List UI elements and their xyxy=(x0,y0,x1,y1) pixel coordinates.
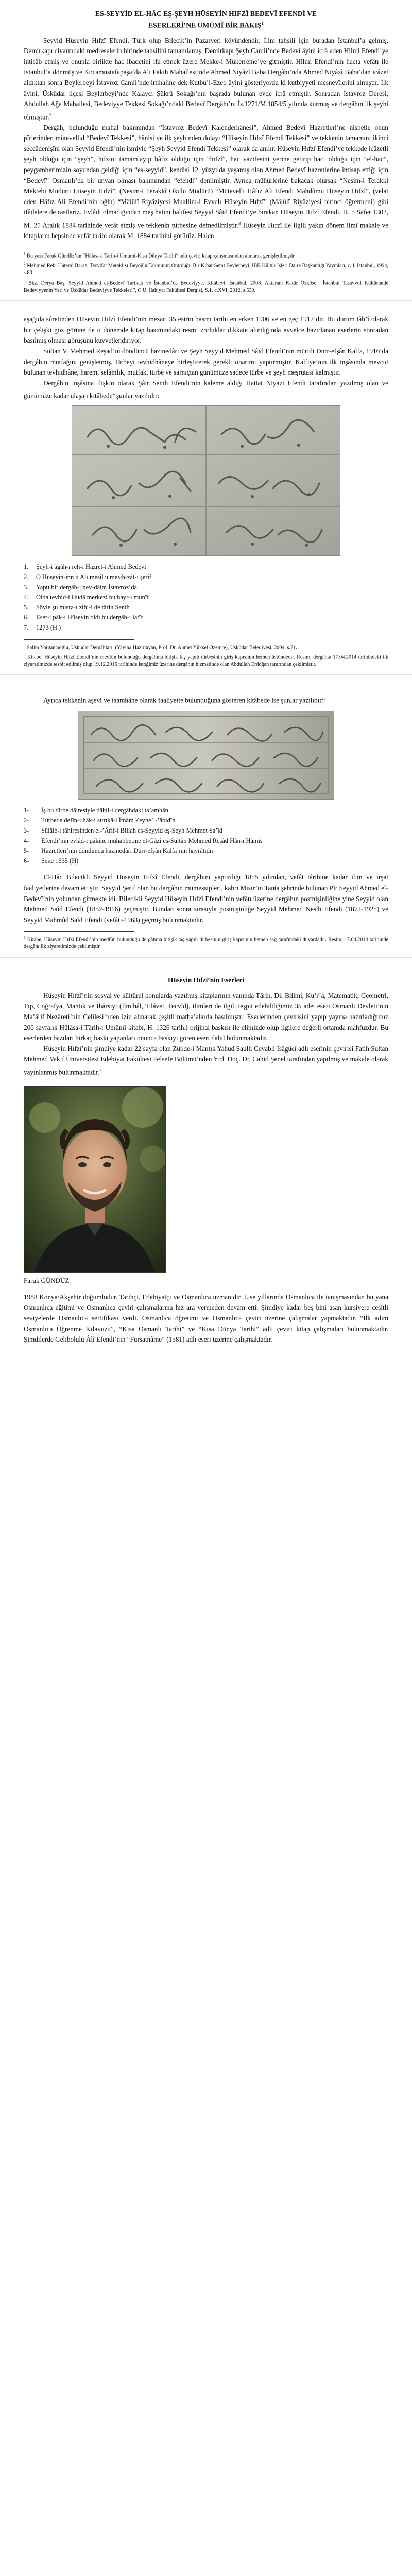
paragraph-zubde: Hüseyin Hıfzî’nin şimdiye kadar 22 sayfa olan Zübde-i Mantık Yahud Saulli Cevabli İsâgûcî adlı eserinin çevirisi Fatih Sultan Mehmed Vakıf Üniversitesi Edebiyat Fakültesi Felsefe Bölümü’nden Yrd. Doç. Dr. Cahid Şenel tarafından yapılmış ve makale olarak yayınlanmış bulunmaktadır.$^7$ xyxy=(24,1044,388,1076)
page-1 xyxy=(0,0,412,294)
page-2 xyxy=(0,314,412,668)
footnote: $^1$ Bu yazı Faruk Gündüz’ün “Hülasa-i Tarih-i Umumi-Kısa Dünya Tarihi” adlı çeviri kitap çalışmasından alınarak genişletilmiştir. xyxy=(24,251,296,259)
footnote: $^2$ Mehmed Rebi Hâtemi Baraz, Tezyifat Meraklısı Beyoğlu Takmınım Oturduğu Bir Kibar Semt Beylerbeyi, İBB Kültür İşleri Daire Başkanlığı Yayınları, c. I, İstanbul, 1994, s.80. xyxy=(24,262,388,276)
inscription-photo-1 xyxy=(72,405,340,556)
footnote: $^5$ Kitabe, Hüseyin Hıfzî Efendi’nin medfûn bulunduğu dergâhına bitişik faş yapılı türbesinin giriş kapısının hemen üstündedir. Resim, dergâhta 17.04.2014 tarihindeki ilk ziyaretimizde tesbit edilmiş olup 19.12.2016 tarihinde istoğimiz üzerine dergâhın hizmetinde olan Abdullah Erdoğan tarafından çekilmiştir. xyxy=(24,653,388,668)
page-3 xyxy=(0,693,412,951)
paragraph-postnisin: El-Hâc Bilecikli Seyyid Hüseyin Hıfzî Efendi, dergâhını yaptırdığı 1855 yılından, vefât târibine kadar ilim ve irşat faaliyetlerine devam ettiştir. Seyyid Şerif olan bu dergâhın mümessipleri, kabri Mısır’ın Tanta şehrinde bulunan Pîr Seyyid Ahmed el-Bedevî’nin yolundan gitmekte idi. Bilecikli Seyyid Hüseyin Hıfzî Efendi’nin vefâtı üzerine dergâhın postnişinliğine yine Seyyid olan Mehmed Saîd Efendi (1852-1916) geçmiştir. Bundan sonra sırasıyla postnişinliğe Seyyid Mehmed Nesîb Efendi (1872-1925) ve Seyyid Mahmûd Saîd Efendi (vefâtı-1963) geçmiş bulunmaktadır. xyxy=(24,873,388,924)
footnote: $^4$ Salim Yorgancıoğlu, Üsküdar Dergâhları, (Yayına Hazırlayan, Prof. Dr. Ahmet Yüksel Özemre), Üsküdar Belediyesi, 2004, s.71. xyxy=(24,643,297,650)
list-item: 4. Olda tevhid-i Hudâ merkezi bu hayr-ı münîf xyxy=(24,594,149,601)
list-item: 5- Hazretleri’nin döndüncü hazinedârı Dürr-efşân Kalfa’nın hayrâtıdır. xyxy=(24,847,215,855)
calligraphy-inscription-image xyxy=(72,406,340,555)
section-title: Hüseyin Hıfzî’nin Eserleri xyxy=(168,976,244,984)
list-item: 2. O Hüseyin-inn ü Ali mesîl ü mesih-zât-ı şerîf xyxy=(24,573,152,581)
paragraph-author-bio: 1988 Konya/Akşehir doğumludur. Tarihçi, Edebiyatçı ve Osmanlıca uzmanıdır. Lise yıllarında Osmanlıca ile tanışmasından bu yana Osmanlıca eğitimi ve Osmanlıca çeviri çalışmalarına hız ara vermeden devam etti. Şimdiye kadar beş bini aşan kursiyere çeşitli seviyelerde Osmanlıca sertifikası verdi. Osmanlıca öğretimi ve Osmanlıca çeviri üzerine çalışmalar yapmaktadır. “İlk adım Osmanlıca Öğrenme Kılavuzu”, “Kısa Osmanlı Tarihi” ve “Kısa Dünya Tarihi” adlı çeviri kitap çalışmaları bulunmaktadır. Şimdilerde Gelibolulu Âlî Efendi’nin “Fursatnâme” (1581) adlı eseri üzerine çalışmaktadır. xyxy=(24,1293,388,1344)
footnote-divider xyxy=(24,931,134,932)
title-line-1: ES-SEYYİD EL-HÂC EŞ-ŞEYH HÜSEYİN HIFZÎ BEDEVÎ EFENDİ VE xyxy=(95,10,317,18)
list-item: 3- Sülâle-i tâhiresinden el-’Ârif-i Billah es-Seyyid eş-Şeyh Mehmet Sa’îd xyxy=(24,827,223,835)
footnote: $^3$ Bkz. Derya Baş, Seyyid Ahmed el-Bedevî Tarikatı ve İstanbul’da Bedeviyye, Kitabevi, İstanbul, 2008. Aktaran: Kadir Özköse, “İstanbul Tasavvuf Kültüründe Bedeviyyenin Yeri ve Üsküdar Bedeviyye Tekkeleri”, C.Ü. İlahiyat Fakültesi Dergisi, S.1, c.XVI, 2012, s.530. xyxy=(24,279,389,293)
kitabe-2-lines xyxy=(24,806,388,867)
title-line-2: ESERLERİ’NE UMÛMÎ BİR BAKIŞ xyxy=(148,21,262,29)
paragraph-asevi: Ayrıca tekkenin aşevi ve taamhâne olarak faaliyette bulunduğuna gösteren kitâbede ise şunlar yazılıdır:$^6$ xyxy=(43,695,326,704)
list-item: 7. 1273 (H.) xyxy=(24,623,61,631)
footnote-ref[interactable]: 3 xyxy=(238,221,241,226)
portrait-caption: Faruk GÜNDÜZ xyxy=(24,1276,70,1284)
footnote-ref[interactable]: 2 xyxy=(49,112,52,117)
paragraph-kitabe-intro: Dergâhın inşâsına ilişkin olarak Şâir Senih Efendi’nin kaleme aldığı Hattat Niyazi Efendi tarafından yazılmış olan ve günümüze kadar ulaşan kitâbede$^4$ şunlar yazılıdır: xyxy=(24,379,388,400)
footnote: $^6$ Kitabe, Hüseyin Hıfzî Efendi’nin medfûn bulunduğu dergâhına bitişik taş yapılı türbesinin giriş kapısının hemen sağ tarafındaki duvardadır. Resim, 17.04.2014 tarihinde dergâhı ilk ziyaretimizde çekilmiştir. xyxy=(24,936,389,950)
calligraphy-inscription-image xyxy=(78,711,334,799)
list-item: 6- Sene 1335 (H) xyxy=(24,857,79,865)
article-title xyxy=(24,0,388,30)
footnote-divider xyxy=(24,639,134,640)
author-portrait xyxy=(24,1086,166,1273)
kitabe-1-lines xyxy=(24,562,388,633)
page-4 xyxy=(0,976,412,1345)
paragraph-intro: Seyyid Hüseyin Hıfzî Efendi, Türk olup Bilecik’in Pazaryeri köyündendir. İlim tahsili için buradan İstanbul’a gelmiş, Demirkapı civarındaki medreselerin birinde tahsilini tamamlamış, Demirkapı Şeyh Camii’nde Bedevî âyini icrâ eden Hilmi Efendi’ye intisâb etmiş ve onunla birlikte hac ibadetini ifa etmek üzere Mekke-i Mükerreme’ye gitmiştir. Hilmi Efendi’nin hacta vefâtı ile İstanbul’a dönmüş ve Kocamustafapaşa’da Ali Fakih Mahallesi’nde Ahmed Niyâzî Baba Dergâhı’nda Ahmed Niyâzî Baba’dan icâzet aldıktan sonra Beylerbeyi İstavroz Camii’nde irtihaline dek Kutbü’l-Ezeb âyini gösteriyordu ki kutbiyyeti mesnevîlerini almıştır. İlk âyini, Üsküdar ilçesi Beylerbeyi’nde Kalaycı Şükrü Sokağı’nın başında bulunan evde icrâ etmiştir. Sonradan İstavroz Deresi, Abdullah Ağa Mahallesi, Bedeviyye Tekkesi Sokağı’ndaki Bedevî Dergâhı’nı İs.1271/M.1854/5 yılında kurmuş ve dergâhın ilk şeyhi olmuştur.$^2$ xyxy=(24,36,388,121)
list-item: 1. Şeyh-i âgâh-ı reh-i Hazret-i Ahmed Bedevî xyxy=(24,563,146,571)
footnote-ref[interactable]: 6 xyxy=(323,695,326,701)
paragraph-dergah: Dergâh, bulunduğu mahal bakımından “İstavroz Bedevî Kalenderhânesi”, Ahmed Bedevî Hazretleri’ne nispetle onun pîrlerinden mütevellid “Bedevî Tekkesi”, hânisi ve ilk şeyhinden dolayı “Hüseyin Hıfzî Efendi Tekkesi” ve tekkenin tamamını ikinci seccâdenişîni olan Seyyid Efendi’nin ismiyle “Şeyh Seyyid Efendi Tekkesi” olarak da anılır. Hüseyin Hıfzî Efendi’ye tekkede icâzetli şeyh olduğu için “şeyh”, hıfzını tamamlayıp hâfız olduğu için “hıfzî”, hac vazifesini yerine getirip hacı olduğu için “el-hac”, peygamberimizin soyundan geldiği için “es-seyyid”, kendisi 12. yüzyılda yaşamış olan Ahmed Bedevî hazretlerine intisap ettiği için “Bedevî” Osmanlı’da bir unvan olması bakımından “efendi” denilmiştir. Ayrıca mühürlerine bakacak olursak “Nesim-i Terakki Mektebi Müdürü Hüseyin Hıfzî”, (Nesim-i Terakkî Okulu Müdürü) “Mütevelli Hâfız Ali Efendi Mahdûmu Hüseyin Hıfzî”, (velat eden Hâfız Ali Efendi’nin oğlu) “Mâlülî Riyâziyesi Muallim-i Evvelı Hüseyin Hıfzî” (Mâlûlî Riyâziyesi birinci öğretmeni) gibi ifâdelere de rastlarız. Evlâdı olmadığından meşihatını halifesi Seyyid Sâid Efendi’ye bırakan Hüseyin Hıfzî Efendi, H. 5 Safer 1302, M. 25 Aralık 1884 tarihinde vefât etmiş ve tekkenin türbesine defnedilmiştir.$^3$ Hüseyin Hıfzî ile ilgili yakın dönem ilmî makale ve kitapların hepsinde vefât tarihi olarak M. 1884 tarihini görürüz. Halen xyxy=(24,123,389,240)
list-item: 4- Efendi’nin evlâd-ı pâkine muhabbetine el-Gâzî es-Sultân Mehmed Reşâd Hân-ı Hâmis xyxy=(24,837,263,844)
paragraph-durrefsan: Sultan V. Mehmed Reşad’ın döndüncü hazinedârı ve Şeyh Seyyid Mehmed Sâid Efendi’nin müridi Dürr-efşân Kalfa, 1916’da dergâhın mutfağını genişletmiş, türbeyi tevhidhâneye birleştirerek gereklı onarımı yaptırmıştır. Kalfiye’nin ilk inşâsında mevcut bulunan tevhidhâne, harem, selâmlık, mutfak, türbe ve sarnıçtan günümüze sadece türbe ve şeyh meşrutası kalmıştır. xyxy=(24,347,388,377)
list-item: 1- İş bu türbe dâiresiyle dâhil-i dergâhdaki ta’amhân xyxy=(24,806,168,814)
footnote-ref[interactable]: 4 xyxy=(112,391,115,397)
author-photo-image xyxy=(24,1087,165,1272)
footnote-ref[interactable]: 1 xyxy=(261,21,264,26)
footnotes-page-1 xyxy=(24,251,388,294)
inscription-photo-2 xyxy=(78,711,334,800)
list-item: 5. Söyle şu mısra-ı zihi-i de târih Senîh xyxy=(24,603,130,611)
paragraph-vefat: aşağıda sûretinden Hüseyin Hıfzî Efendi’nin mezarı 35 esirin basmı tarihi en erken 1906 ve en geç 1912’dir. Bu durum tâh’î olarak bir çelişki göz görüne de o dönemde kitap basımındaki resmi zorluklar dikkate alındığında evvelce hazırlanan eserlerin sonradan basılmış olması görüşünü kuvvetlendiriyor. xyxy=(24,315,388,345)
footnote-ref[interactable]: 7 xyxy=(99,1067,102,1073)
paragraph-eserler: Hüseyin Hıfzî’nin sosyal ve kültürel konularda yazılmış kitaplarının yanında Târih, Dil Bilimi, Ku’r’a, Matematik, Geometri, Tıp, Coğrafya, Mantık ve İhârsiyt (İlmihâl, Tilâvet, Tecvîd), ilimleri de ilgili teşpit edebildiğimiz 35 adet eseri Osmanlı Devleti’nin Ma’ârif Nezâreti’nin Celilesi’nden izin alınarak çeşitli matba’alarda basılmıştır. Eserlerinden çevirisini yapıp yayına hazırladığımız 200 sayfalık Hülâsa-i Târih-i Umûmî kitabı, H. 1326 tarihli orijinal baskısı ile elimizde olup ilgilere değerli ortamda mahfuzdur. Bu eserlerden bazıları birkaç baskı yapanları onunca baskıyı gören eseri dahil bulunmaktadır. xyxy=(24,991,388,1042)
list-item: 2- Türbede defîn-i hâk-i sıtrıkâ-i İmâm Zeyne’l-’âbidîn xyxy=(24,817,176,824)
list-item: 3. Yaptı bir dergâh-ı nev-dâim İstavroz’da xyxy=(24,583,138,591)
list-item: 6. Eser-i pâk-ı Hüseyin oldı bu dergâh-ı latîf xyxy=(24,614,143,621)
